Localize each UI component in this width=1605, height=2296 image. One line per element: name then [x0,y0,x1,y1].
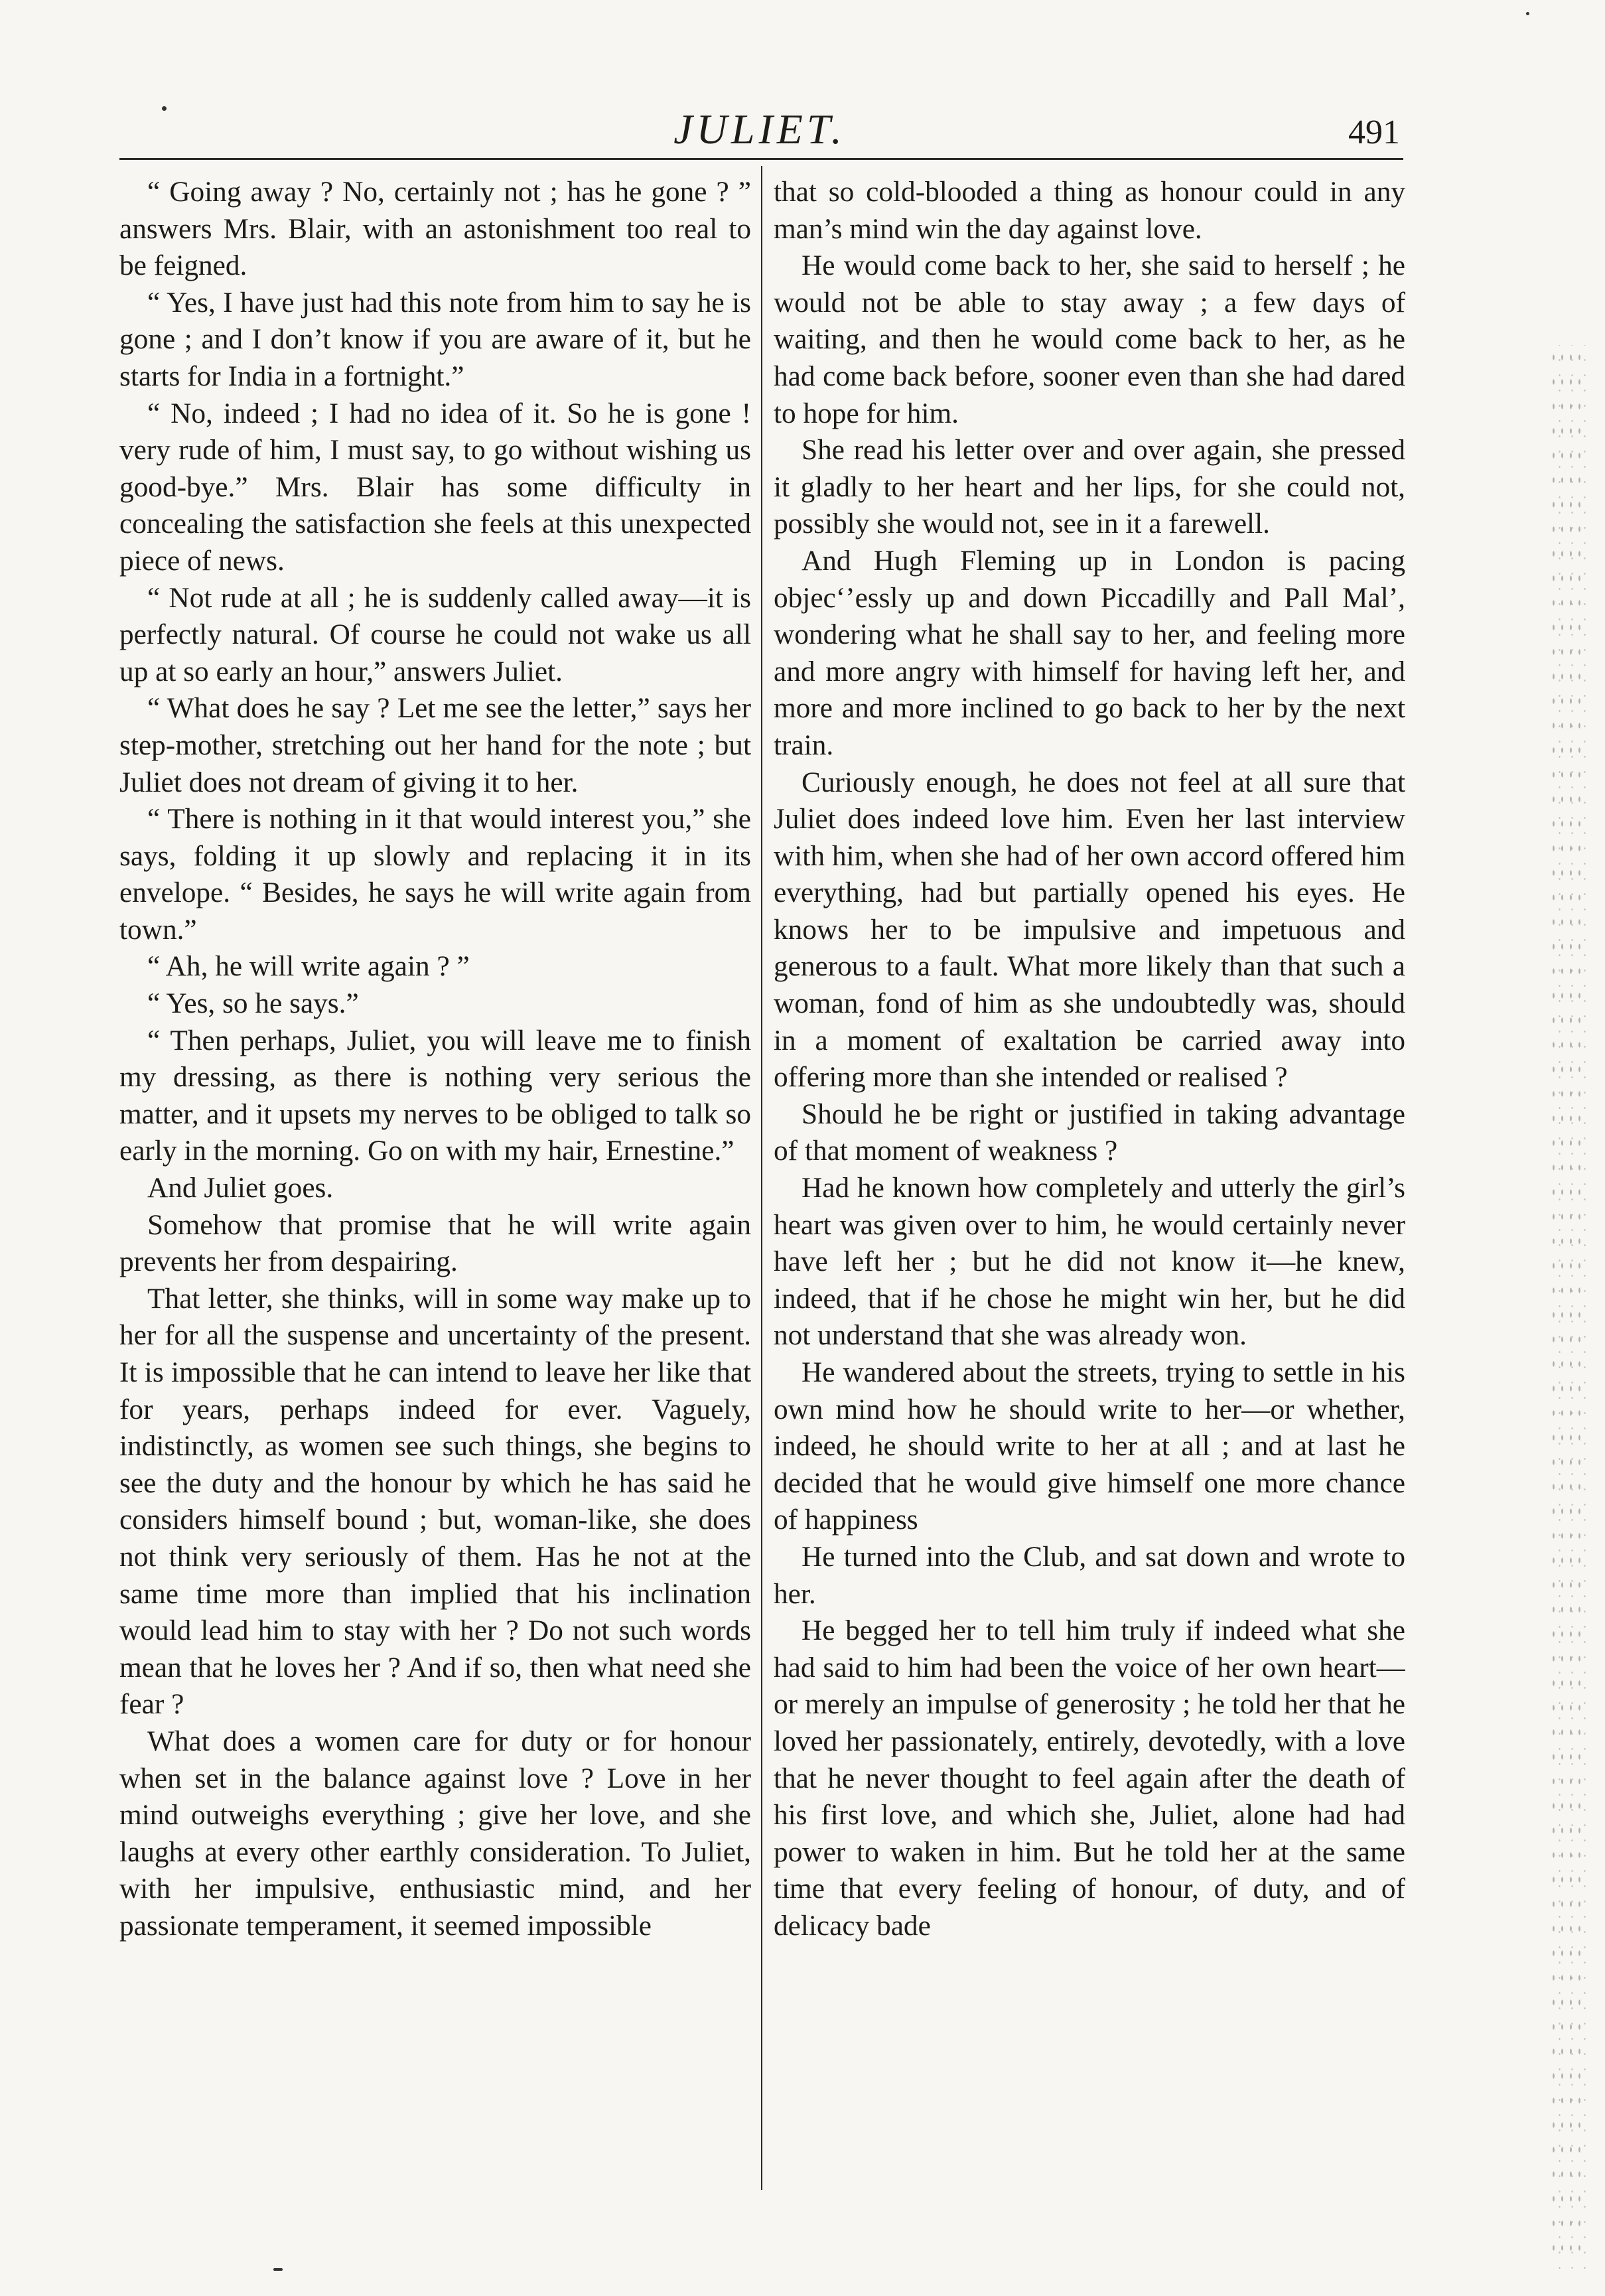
paragraph: “ No, indeed ; I had no idea of it. So he is gone ! very rude of him, I must say, to go without wishing us good-bye.” Mrs. Blair has some difficulty in concealing the satisfaction she feels at this unexpected piece of news. [119,397,751,577]
paragraph: Curiously enough, he does not feel at all sure that Juliet does indeed love him. Even her last interview with him, when she had of her own accord offered him everything, had but partially opened his eyes. He knows her to be impulsive and impetuous and generous to a fault. What more likely than that such a woman, fond of him as she undoubtedly was, should in a moment of exaltation be carried away into offering more than she intended or realised ? [774,766,1405,1094]
paragraph: That letter, she thinks, will in some way make up to her for all the suspense and uncertainty of the present. It is impossible that he can intend to leave her like that for years, perhaps indeed for ever. Vaguely, indistinctly, as women see such things, she begins to see the duty and the honour by which he has said he considers himself bound ; but, woman-like, she does not think very seriously of them. Has he not at the same time more than implied that his inclination would lead him to stay with her ? Do not such words mean that he loves her ? And if so, then what need she fear ? [119,1282,751,1721]
paragraph: And Juliet goes. [147,1172,334,1204]
paragraph: “ There is nothing in it that would interest you,” she says, folding it up slowly and replacing it in its envelope. “ Besides, he says he will write again from town.” [119,803,751,946]
right-column [774,174,1405,2228]
left-column [119,174,751,2228]
paragraph: She read his letter over and over again, she pressed it gladly to her heart and her lips, for she could not, possibly she would not, see in it a farewell. [774,434,1405,540]
header-rule [119,158,1403,160]
paragraph: Had he known how completely and utterly the girl’s heart was given over to him, he would certainly never have left her ; but he did not know it—he knew, indeed, that if he chose he might win her, but he did not understand that she was already won. [774,1172,1405,1352]
running-title: JULIET. [673,106,846,153]
paragraph: Somehow that promise that he will write again prevents her from despairing. [119,1208,751,1278]
paragraph: “ Not rude at all ; he is suddenly called away—it is perfectly natural. Of course he could not wake us all up at so early an hour,” answers Juliet. [119,581,751,687]
paragraph: And Hugh Fleming up in London is pacing objec‘’essly up and down Piccadilly and Pall Mal’, wondering what he shall say to her, and feeling more and more angry with himself for having left her, and more and more inclined to go back to her by the next train. [774,544,1405,761]
paragraph: “ Then perhaps, Juliet, you will leave me to finish my dressing, as there is nothing very serious the matter, and it upsets my nerves to be obliged to talk so early in the morning. Go on with my hair, Ernestine.” [119,1024,751,1167]
print-speck [162,106,167,111]
paragraph: “ Yes, I have just had this note from him to say he is gone ; and I don’t know if you are aware of it, but he starts for India in a fortnight.” [119,286,751,392]
paragraph: Should he be right or justified in taking advantage of that moment of weakness ? [774,1098,1405,1167]
paragraph: He turned into the Club, and sat down and wrote to her. [774,1540,1405,1610]
paragraph: “ What does he say ? Let me see the letter,” says her step-mother, stretching out her hand for the note ; but Juliet does not dream of giving it to her. [119,692,751,798]
page-number: 491 [1348,113,1400,151]
paragraph: He would come back to her, she said to herself ; he would not be able to stay away ; a few days of waiting, and then he would come back to her, as he had come back before, sooner even than she had dared to hope for him. [774,250,1405,429]
paragraph: What does a women care for duty or for honour when set in the balance against love ? Love in her mind outweighs everything ; give her love, and she laughs at every other earthly consideration. To Juliet, with her impulsive, enthusiastic mind, and her passionate temperament, it seemed impossible [119,1725,751,1942]
page-edge-noise [1549,345,1586,2269]
print-speck [1526,12,1529,15]
paragraph: that so cold-blooded a thing as honour could in any man’s mind win the day against love. [774,176,1405,245]
print-speck [273,2268,283,2271]
paragraph: “ Ah, he will write again ? ” [147,950,470,983]
running-header [119,93,1400,166]
paragraph: He begged her to tell him truly if indeed what she had said to him had been the voice of her own heart—or merely an impulse of generosity ; he told her that he loved her passionately, entirely, devotedly, with a love that he never thought to feel again after the death of his first love, and which she, Juliet, alone had had power to waken in him. But he told her at the same time that every feeling of honour, of duty, and of delicacy bade [774,1614,1405,1942]
paragraph: “ Going away ? No, certainly not ; has he gone ? ” answers Mrs. Blair, with an astonishment too real to be feigned. [119,176,751,282]
paragraph: He wandered about the streets, trying to settle in his own mind how he should write to her—or whether, indeed, he should write to her at all ; and at last he decided that he would give himself one more chance of happiness [774,1356,1405,1536]
paragraph: “ Yes, so he says.” [147,987,359,1020]
column-divider [761,166,762,2190]
